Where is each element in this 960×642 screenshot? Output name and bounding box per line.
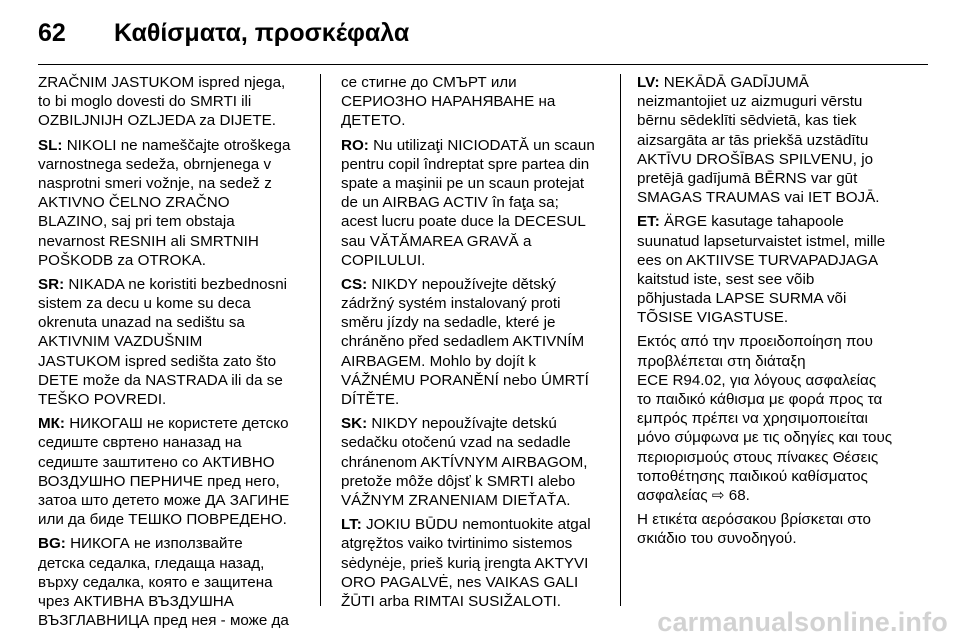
- line-text: AKTIVNIM VAZDUŠNIM: [38, 333, 203, 351]
- line-text: acest lucru poate duce la DECESUL: [341, 213, 586, 231]
- text-line: [38, 313, 290, 332]
- column-divider-2: [620, 74, 621, 606]
- paragraph: [38, 534, 290, 630]
- text-line: [637, 92, 892, 111]
- line-text: ДЕТЕТО.: [341, 112, 406, 130]
- line-text: чрез АКТИВНА ВЪЗДУШНА: [38, 592, 234, 610]
- text-column-2: [341, 73, 595, 616]
- line-text: DÍTĚTE.: [341, 391, 400, 408]
- text-line: [38, 554, 290, 573]
- text-line: [341, 433, 595, 452]
- text-line: [38, 193, 290, 212]
- text-line: [637, 428, 892, 447]
- line-text: kaitstud iste, sest see võib: [637, 270, 815, 288]
- text-line: [38, 371, 290, 390]
- text-line: [38, 352, 290, 371]
- page-number: 62: [38, 19, 66, 47]
- line-text: okrenuta unazad na sedištu sa: [38, 314, 245, 332]
- text-line: [38, 232, 290, 251]
- text-line: [637, 390, 892, 409]
- text-line: [38, 111, 290, 130]
- line-text: AIRBAGEM. Mohlo by dojít k: [341, 352, 536, 370]
- line-text: ВЪЗГЛАВНИЦА пред нея - може да: [38, 612, 289, 630]
- language-code-label: CS:: [341, 275, 368, 293]
- text-line: [38, 174, 290, 193]
- line-text: chráněno před sedadlem AKTIVNÍM: [341, 333, 585, 351]
- line-text: sėdynėje, prieš kurią įrengta AKTYVI: [341, 554, 589, 572]
- line-text: Η ετικέτα αερόσακου βρίσκεται στο: [637, 511, 871, 529]
- text-line: [38, 251, 290, 270]
- line-text: върху седалка, която е защитена: [38, 573, 273, 591]
- text-line: [637, 352, 892, 371]
- text-line: [637, 251, 892, 270]
- paragraph: [341, 515, 595, 611]
- line-text: SMAGAS TRAUMAS vai IET BOJĀ.: [637, 189, 880, 207]
- paragraph: [637, 73, 892, 207]
- text-line: [637, 332, 892, 351]
- text-line: [341, 111, 595, 130]
- text-line: [637, 448, 892, 467]
- text-line: [341, 592, 595, 611]
- line-text: затоа што детето може ДА ЗАГИНЕ: [38, 491, 290, 509]
- text-line: [637, 270, 892, 289]
- text-line: [637, 73, 892, 92]
- line-text: NIKADA ne koristiti bezbednosni: [64, 275, 288, 293]
- line-text: περιορισμούς στους πίνακες Θέσεις: [637, 448, 879, 466]
- line-text: POŠKODB za OTROKA.: [38, 251, 206, 269]
- page-header: [38, 12, 928, 52]
- text-line: [38, 390, 290, 409]
- line-text: NEKĀDĀ GADĪJUMĀ: [659, 74, 809, 91]
- line-text: to bi moglo dovesti do SMRTI ili: [38, 93, 252, 111]
- text-line: [637, 111, 892, 130]
- text-line: [38, 534, 290, 553]
- paragraph: [341, 275, 595, 409]
- line-text: НИКОГАШ не користете детско: [64, 415, 289, 433]
- header-divider: [38, 64, 928, 65]
- text-line: [637, 510, 892, 529]
- line-text: směru jízdy na sedadle, které je: [341, 314, 556, 332]
- paragraph: [38, 414, 290, 529]
- text-line: [341, 193, 595, 212]
- text-line: [38, 332, 290, 351]
- paragraph: [637, 212, 892, 327]
- text-line: [341, 371, 595, 390]
- line-text: BLAZINO, saj pri tem obstaja: [38, 213, 235, 231]
- text-line: [637, 169, 892, 188]
- text-line: [637, 409, 892, 428]
- language-code-label: SK:: [341, 415, 368, 433]
- paragraph: [637, 332, 892, 505]
- text-line: [38, 414, 290, 433]
- text-line: [341, 275, 595, 294]
- text-column-1: [38, 73, 290, 635]
- text-line: [341, 251, 595, 270]
- line-text: ασφαλείας ⇨ 68.: [637, 486, 750, 504]
- line-text: ВОЗДУШНО ПЕРНИЧЕ пред него,: [38, 472, 280, 490]
- line-text: Εκτός από την προειδοποίηση που: [637, 333, 873, 351]
- line-text: το παιδικό κάθισμα με φορά προς τα: [637, 391, 883, 408]
- line-text: chránenom AKTÍVNYM AIRBAGOM,: [341, 453, 588, 471]
- line-text: DETE može da NASTRADA ili da se: [38, 371, 283, 389]
- text-line: [341, 472, 595, 491]
- line-text: детска седалка, гледаща назад,: [38, 554, 265, 572]
- text-line: [637, 131, 892, 150]
- line-text: zádržný systém instalovaný proti: [341, 295, 561, 313]
- line-text: TÕSISE VIGASTUSE.: [637, 309, 789, 327]
- text-line: [38, 592, 290, 611]
- line-text: spate a maşinii pe un scaun protejat: [341, 174, 585, 192]
- text-line: [341, 491, 595, 510]
- text-line: [38, 294, 290, 313]
- line-text: προβλέπεται στη διάταξη: [637, 352, 806, 370]
- text-line: [341, 155, 595, 174]
- column-divider-1: [320, 74, 321, 606]
- text-line: [341, 390, 595, 409]
- line-text: pretože môže dôjsť k SMRTI alebo: [341, 472, 576, 490]
- text-line: [38, 275, 290, 294]
- line-text: или да биде ТЕШКО ПОВРЕДЕНО.: [38, 511, 287, 529]
- line-text: sistem za decu u kome su deca: [38, 295, 251, 313]
- language-code-label: LT:: [341, 516, 362, 534]
- line-text: de un AIRBAG ACTIV în faţa sa;: [341, 194, 559, 212]
- line-text: VÁŽNYM ZRANENIAM DIEŤAŤA.: [341, 491, 571, 509]
- text-line: [38, 472, 290, 491]
- paragraph: [38, 73, 290, 131]
- watermark-text: carmanualsonline.info: [657, 607, 948, 637]
- line-text: JOKIU BŪDU nemontuokite atgal: [361, 516, 591, 534]
- line-text: bērnu sēdeklīti sēdvietā, kas tiek: [637, 112, 857, 130]
- line-text: ECE R94.02, για λόγους ασφαλείας: [637, 371, 877, 389]
- text-line: [341, 232, 595, 251]
- paragraph: [341, 136, 595, 270]
- line-text: atgręžtos vaiko tvirtinimo sistemos: [341, 535, 573, 553]
- text-line: [38, 136, 290, 155]
- line-text: ÄRGE kasutage tahapoole: [659, 213, 844, 231]
- line-text: sedačku otočenú vzad na sedadle: [341, 434, 571, 452]
- line-text: VÁŽNÉMU PORANĚNÍ nebo ÚMRTÍ: [341, 371, 589, 389]
- line-text: neizmantojiet uz aizmuguri vērstu: [637, 93, 863, 111]
- line-text: τοποθέτησης παιδικού καθίσματος: [637, 467, 868, 485]
- text-line: [38, 155, 290, 174]
- text-line: [38, 491, 290, 510]
- line-text: aizsargāta ar tās priekšā uzstādītu: [637, 131, 869, 149]
- line-text: NIKDY nepoužívejte dětský: [367, 275, 556, 293]
- text-column-3: [637, 73, 892, 554]
- text-line: [341, 294, 595, 313]
- line-text: ees on AKTIIVSE TURVAPADJAGA: [637, 251, 879, 269]
- text-line: [341, 453, 595, 472]
- line-text: TEŠKO POVREDI.: [38, 391, 167, 408]
- line-text: pretējā gadījumā BĒRNS var gūt: [637, 169, 858, 187]
- text-line: [341, 534, 595, 553]
- text-line: [38, 73, 290, 92]
- language-code-label: BG:: [38, 535, 66, 553]
- line-text: μόνο σύμφωνα με τις οδηγίες και τους: [637, 429, 893, 447]
- language-code-label: SR:: [38, 275, 65, 293]
- line-text: NIKOLI ne nameščajte otroškega: [62, 136, 291, 154]
- line-text: σκιάδιο του συνοδηγού.: [637, 530, 797, 548]
- text-line: [341, 212, 595, 231]
- text-line: [637, 308, 892, 327]
- line-text: седиште свртено наназад на: [38, 434, 242, 452]
- text-line: [637, 289, 892, 308]
- line-text: pentru copil îndreptat spre partea din: [341, 155, 590, 173]
- text-line: [38, 611, 290, 630]
- paragraph: [38, 275, 290, 409]
- text-line: [341, 136, 595, 155]
- line-text: се стигне до СМЪРТ или: [341, 74, 517, 91]
- line-text: εμπρός πρέπει να χρησιμοποιείται: [637, 410, 868, 428]
- line-text: nasprotni smeri vožnje, na sedež z: [38, 174, 272, 192]
- text-line: [38, 573, 290, 592]
- text-line: [341, 73, 595, 92]
- line-text: sau VĂTĂMAREA GRAVĂ a: [341, 232, 532, 250]
- line-text: AKTĪVU DROŠĪBAS SPILVENU, jo: [637, 150, 874, 168]
- line-text: OZBILJNIJH OZLJEDA za DIJETE.: [38, 112, 276, 130]
- text-line: [341, 313, 595, 332]
- paragraph: [341, 73, 595, 131]
- line-text: AKTIVNO ČELNO ZRAČNO: [38, 194, 230, 212]
- page-title: Καθίσματα, προσκέφαλα: [114, 19, 410, 47]
- language-code-label: ET:: [637, 213, 660, 231]
- text-line: [38, 212, 290, 231]
- text-line: [341, 332, 595, 351]
- text-line: [341, 414, 595, 433]
- line-text: põhjustada LAPSE SURMA või: [637, 290, 847, 308]
- line-text: НИКОГА не използвайте: [65, 535, 243, 553]
- paragraph: [341, 414, 595, 510]
- text-line: [637, 212, 892, 231]
- line-text: JASTUKOM ispred sedišta zato što: [38, 352, 277, 370]
- text-line: [38, 433, 290, 452]
- text-line: [38, 510, 290, 529]
- text-line: [341, 515, 595, 534]
- text-line: [637, 467, 892, 486]
- text-line: [341, 573, 595, 592]
- text-line: [341, 92, 595, 111]
- line-text: varnostnega sedeža, obrnjenega v: [38, 155, 272, 173]
- text-line: [637, 529, 892, 548]
- line-text: ORO PAGALVĖ, nes VAIKAS GALI: [341, 573, 579, 591]
- line-text: NIKDY nepoužívajte detskú: [367, 415, 557, 433]
- language-code-label: МК:: [38, 415, 65, 433]
- text-line: [637, 232, 892, 251]
- language-code-label: LV:: [637, 74, 660, 91]
- line-text: COPILULUI.: [341, 251, 426, 269]
- line-text: СЕРИОЗНО НАРАНЯВАНЕ на: [341, 93, 556, 111]
- line-text: suunatud lapseturvaistet istmel, mille: [637, 232, 886, 250]
- paragraph: [637, 510, 892, 548]
- text-line: [38, 453, 290, 472]
- line-text: ZRAČNIM JASTUKOM ispred njega,: [38, 74, 286, 91]
- text-line: [637, 371, 892, 390]
- line-text: ŽŪTI arba RIMTAI SUSIŽALOTI.: [341, 592, 561, 610]
- text-line: [341, 174, 595, 193]
- text-line: [637, 486, 892, 505]
- paragraph: [38, 136, 290, 270]
- line-text: седиште заштитено со АКТИВНО: [38, 453, 275, 471]
- text-line: [341, 554, 595, 573]
- text-line: [341, 352, 595, 371]
- language-code-label: SL:: [38, 136, 63, 154]
- line-text: nevarnost RESNIH ali SMRTNIH: [38, 232, 259, 250]
- language-code-label: RO:: [341, 136, 369, 154]
- text-line: [637, 188, 892, 207]
- text-line: [38, 92, 290, 111]
- text-line: [637, 150, 892, 169]
- line-text: Nu utilizaţi NICIODATĂ un scaun: [368, 136, 595, 154]
